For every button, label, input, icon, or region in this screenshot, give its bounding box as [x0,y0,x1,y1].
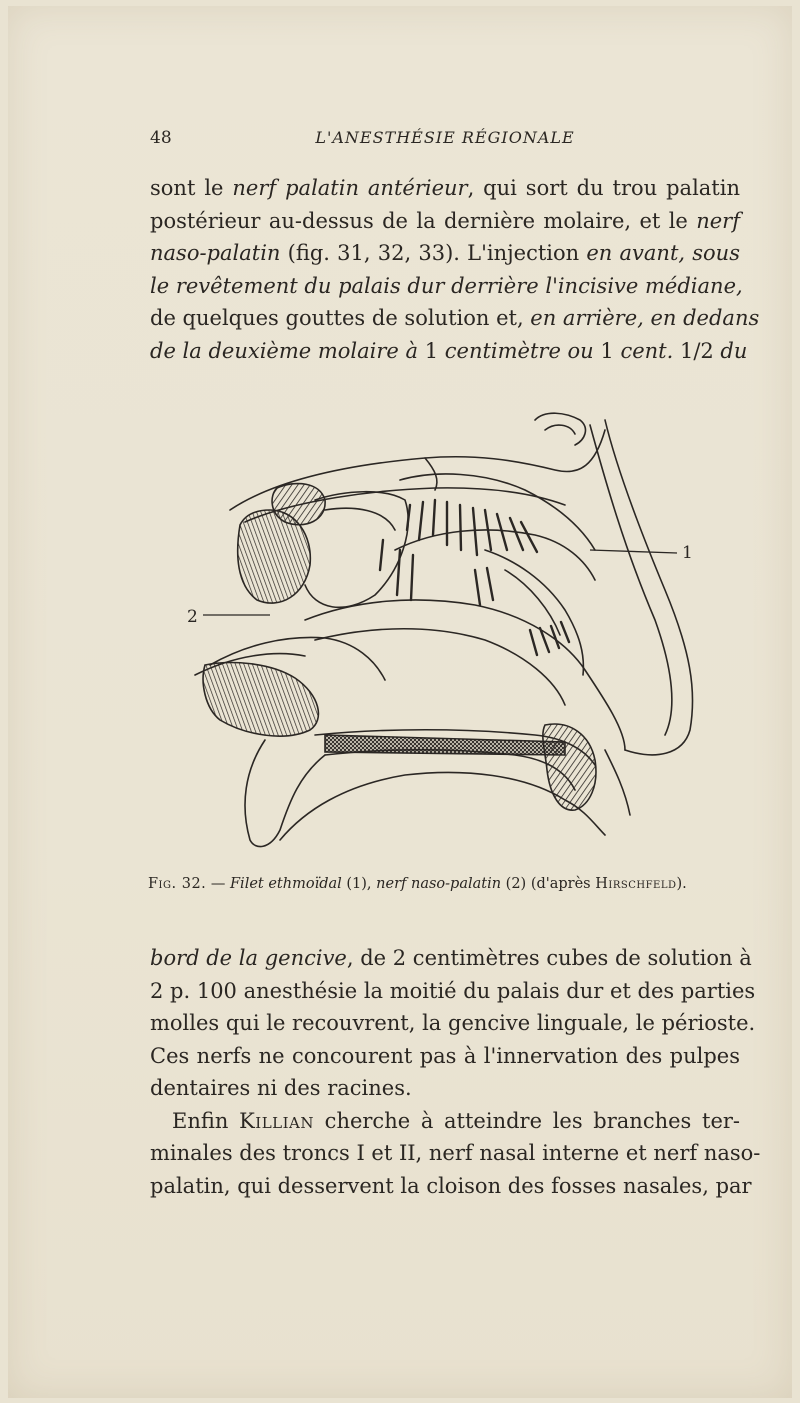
text-line: de la deuxième molaire à 1 centimètre ou 1 cent. 1/2 du [150,338,748,363]
running-title: L'ANESTHÉSIE RÉGIONALE [315,128,575,147]
svg-text:2: 2 [187,607,198,627]
text-line: bord de la gencive, de 2 centimètres cubes de solution à [150,946,752,970]
author-name: Killian [239,1108,314,1133]
anatomical-illustration [185,410,710,850]
paragraph-bottom [150,942,761,1202]
svg-text:1: 1 [682,543,693,563]
text-line: le revêtement du palais dur derrière l'incisive médiane, [150,273,743,298]
text-line: molles qui le recouvrent, la gencive linguale, le périoste. [150,1011,756,1035]
text-line: Enfin Killian cherche à atteindre les branches ter- [172,1108,741,1133]
paragraph-top [150,172,760,367]
text-line: minales des troncs I et II, nerf nasal interne et nerf naso- [150,1141,761,1165]
caption-author: Hirschfeld [595,876,677,892]
text-line: dentaires ni des racines. [150,1076,412,1100]
figure-label-2 [187,607,198,627]
figure-number: Fig. 32. [148,876,207,892]
text-line: naso-palatin (fig. 31, 32, 33). L'injection en avant, sous [150,241,740,265]
text-line: palatin, qui desservent la cloison des fosses nasales, par [150,1173,752,1198]
text-line: 2 p. 100 anesthésie la moitié du palais dur et des parties [150,978,756,1003]
page-number: 48 [150,128,172,148]
figure-label-1 [682,543,693,563]
figure-caption: Fig. 32. — Filet ethmoïdal (1), nerf naso-palatin (2) (d'après Hirschfeld). [148,876,687,892]
text-line: sont le nerf palatin antérieur, qui sort du trou palatin [150,176,740,200]
text-line: postérieur au-dessus de la dernière molaire, et le nerf [150,208,740,233]
text-line: de quelques gouttes de solution et, en arrière, en dedans [150,306,760,330]
text-line: Ces nerfs ne concourent pas à l'innervation des pulpes [150,1043,740,1068]
running-head [150,128,740,158]
